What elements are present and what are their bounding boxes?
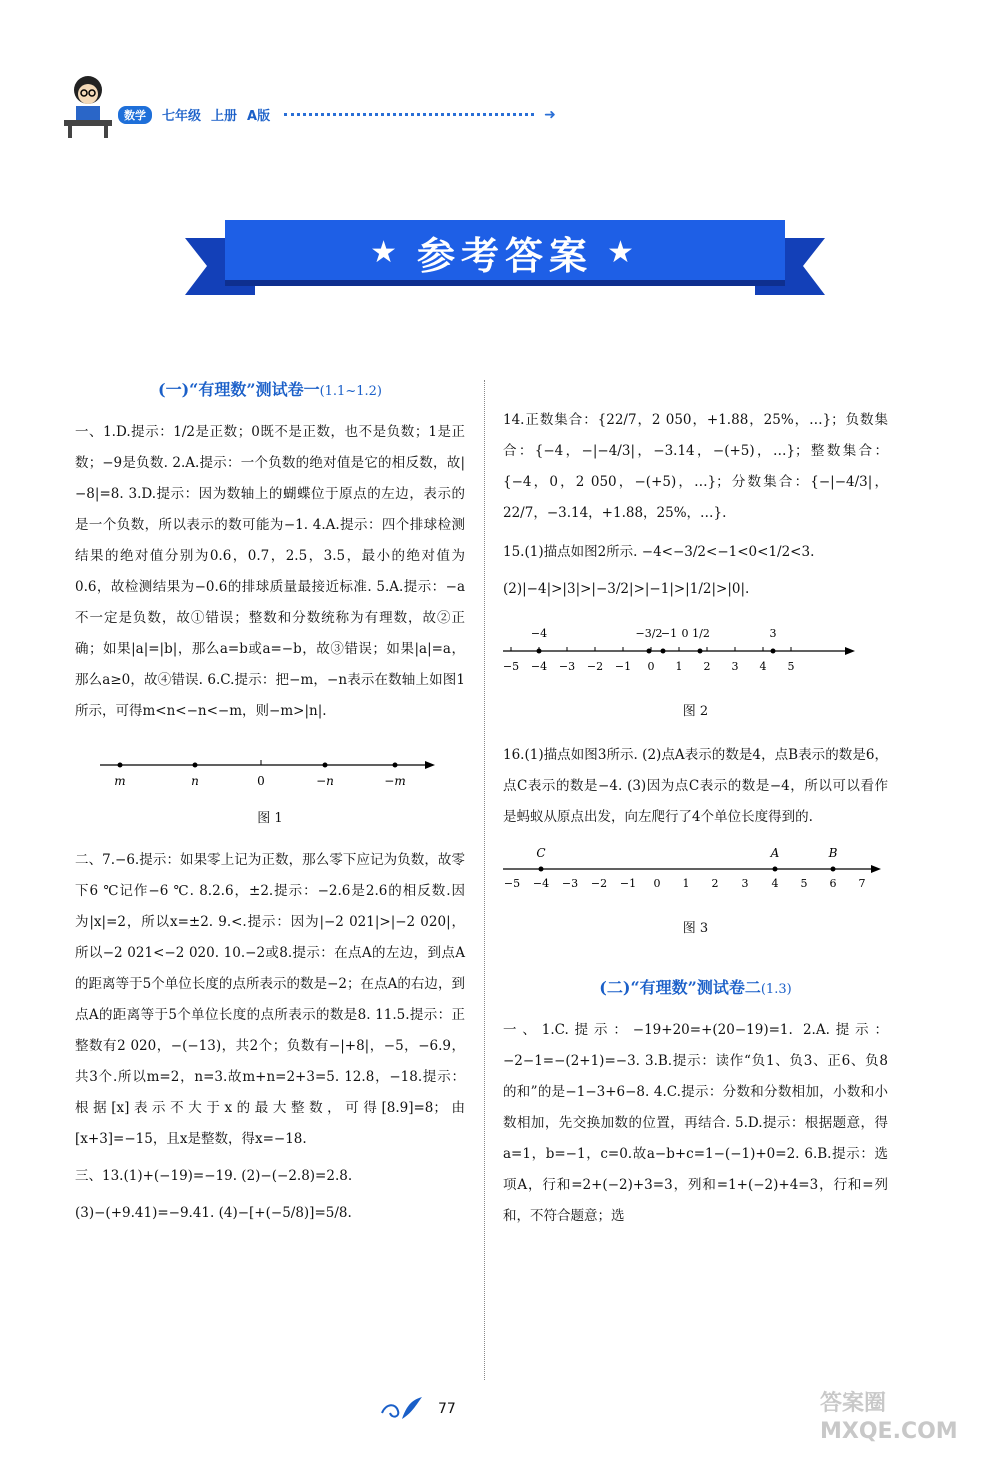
answer-banner <box>185 210 825 295</box>
answer-paragraph: (2)|−4|>|3|>|−3/2|>|−1|>|1/2|>|0|. <box>503 581 750 597</box>
tick-label: −1 <box>619 877 637 890</box>
tick-label: −n <box>316 774 334 788</box>
figure-3 <box>503 845 888 939</box>
student-mascot-icon <box>60 70 116 140</box>
watermark: 答案圈 MXQE.COM <box>820 1391 958 1444</box>
answer-paragraph: 二、7.−6.提示：如果零上记为正数，那么零下应记为负数，故零下6 ℃记作−6 ℃. 8.2.6，±2.提示：−2.6是2.6的相反数.因为|x|=2，所以x=±2. 9.<.提示：因为|−2 021|>|−2 020|，所以−2 021<−2 020. 10.−2或8.提示：在点A的左边，到点A的距离等于5个单位长度的点所表示的数是−2；在点A的右边，到点A的距离等于5个单位长度的点所表示的数是8. 11.5.提示：正整数有2 020，−(−13)，共2个；负数有−|+8|，−5，−6.9，共3个.所以m=2，n=3.故m+n=2+3=5. 12.8，−18.提示：根据[x]表示不大于x的最大整数，可得[8.9]=8；由[x+3]=−15，且x是整数，得x=−18. <box>75 852 465 1147</box>
left-column <box>75 375 465 1229</box>
banner-title: 参考答案 <box>416 234 593 278</box>
book-info <box>118 105 556 124</box>
tick-label: −2 <box>590 877 608 890</box>
tick-label: 4 <box>759 660 767 673</box>
tick-label: 7 <box>858 877 866 890</box>
star-icon: ★ <box>607 235 640 270</box>
figure-caption: 图 1 <box>257 811 283 826</box>
section-title: (一)“有理数”测试卷一(1.1~1.2) <box>158 380 382 399</box>
right-column <box>503 405 888 1232</box>
figure-caption: 图 3 <box>682 921 709 936</box>
number-line <box>75 747 465 797</box>
tick-label: −4 <box>530 660 548 673</box>
page-number: 77 <box>438 1401 456 1417</box>
point-label: −1 <box>660 627 678 640</box>
point-label: C <box>536 846 546 860</box>
tick-label: 0 <box>647 660 655 673</box>
tick-label: n <box>191 774 199 788</box>
tick-label: 0 <box>257 774 265 788</box>
answer-paragraph: 14.正数集合：{22/7，2 050，+1.88，25%，…}；负数集合：{−4，−|−4/3|，−3.14，−(+5)，…}；整数集合：{−4，0，2 050，−(+5)，…}；分数集合：{−|−4/3|，22/7，−3.14，+1.88，25%，…}. <box>503 412 888 521</box>
figure-2 <box>503 615 888 722</box>
figure-caption: 图 2 <box>682 704 709 719</box>
tick-label: −1 <box>614 660 632 673</box>
star-icon: ★ <box>370 235 403 270</box>
tick-label: −4 <box>532 877 550 890</box>
tick-label: 4 <box>771 877 779 890</box>
answer-paragraph: 一、1.D.提示：1/2是正数；0既不是正数，也不是负数；1是正数；−9是负数. 2.A.提示：一个负数的绝对值是它的相反数，故|−8|=8. 3.D.提示：因为数轴上的蝴蝶位于原点的左边，表示的是一个负数，所以表示的数可能为−1. 4.A.提示：四个排球检测结果的绝对值分别为0.6，0.7，2.5，3.5，最小的绝对值为0.6，故检测结果为−0.6的排球质量最接近标准. 5.A.提示：−a不一定是负数，故①错误；整数和分数统称为有理数，故②正确；如果|a|=|b|，那么a=b或a=−b，故③错误；如果|a|=a，那么a≥0，故④错误. 6.C.提示：把−m，−n表示在数轴上如图1所示，可得m<n<−n<−m，则−m>|n|. <box>75 424 465 719</box>
subject-badge: 数学 <box>118 106 152 124</box>
tick-label: −2 <box>586 660 604 673</box>
tick-label: 2 <box>711 877 719 890</box>
tick-label: −m <box>384 774 406 788</box>
tick-label: 0 <box>653 877 661 890</box>
tick-label: 2 <box>703 660 711 673</box>
tick-label: 5 <box>800 877 808 890</box>
section-title: (二)“有理数”测试卷二(1.3) <box>599 978 792 997</box>
figure-1 <box>75 747 465 827</box>
tick-label: −3 <box>558 660 576 673</box>
point-label: 1/2 <box>692 627 710 640</box>
tick-label: −5 <box>503 877 521 890</box>
tick-label: 3 <box>741 877 749 890</box>
swirl-ornament-icon <box>380 1395 424 1423</box>
tick-label: m <box>114 774 126 788</box>
answer-paragraph: (3)−(+9.41)=−9.41. (4)−[+(−5/8)]=5/8. <box>75 1205 352 1221</box>
column-divider <box>484 380 485 1380</box>
tick-label: 3 <box>731 660 739 673</box>
arrow-icon: ➜ <box>544 106 556 123</box>
tick-label: 5 <box>787 660 795 673</box>
point-label: −3/2 <box>635 627 663 640</box>
tick-label: 1 <box>675 660 683 673</box>
point-label: B <box>828 846 838 860</box>
point-label: −4 <box>530 627 548 640</box>
grade-label: 七年级 <box>162 109 202 124</box>
tick-label: −3 <box>561 877 579 890</box>
tick-label: 1 <box>682 877 690 890</box>
number-line <box>503 615 888 690</box>
tick-label: 6 <box>829 877 837 890</box>
answer-paragraph: 三、13.(1)+(−19)=−19. (2)−(−2.8)=2.8. <box>75 1168 353 1184</box>
answer-paragraph: 16.(1)描点如图3所示. (2)点A表示的数是4，点B表示的数是6，点C表示的数是−4. (3)因为点C表示的数是−4，所以可以看作是蚂蚁从原点出发，向左爬行了4个单位长度得到的. <box>503 747 888 825</box>
answer-paragraph: 15.(1)描点如图2所示. −4<−3/2<−1<0<1/2<3. <box>503 544 815 560</box>
number-line <box>503 845 888 907</box>
page-header <box>60 70 580 150</box>
edition-label: A版 <box>247 109 271 124</box>
point-label: 0 <box>681 627 689 640</box>
point-label: A <box>770 846 780 860</box>
volume-label: 上册 <box>211 109 238 124</box>
page-footer <box>380 1395 456 1423</box>
point-label: 3 <box>769 627 777 640</box>
answer-paragraph: 一、1.C.提示：−19+20=+(20−19)=1. 2.A.提示：−2−1=−(2+1)=−3. 3.B.提示：读作“负1、负3、正6、负8的和”的是−1−3+6−8. 4.C.提示：分数和分数相加，小数和小数相加，先交换加数的位置，再结合. 5.D.提示：根据题意，得a=1，b=−1，c=0.故a−b+c=1−(−1)+0=2. 6.B.提示：选项A，行和=2+(−2)+3=3，列和=1+(−2)+4=3，行和=列和，不符合题意；选 <box>503 1022 888 1224</box>
tick-label: −5 <box>503 660 520 673</box>
dotted-line <box>284 113 534 116</box>
